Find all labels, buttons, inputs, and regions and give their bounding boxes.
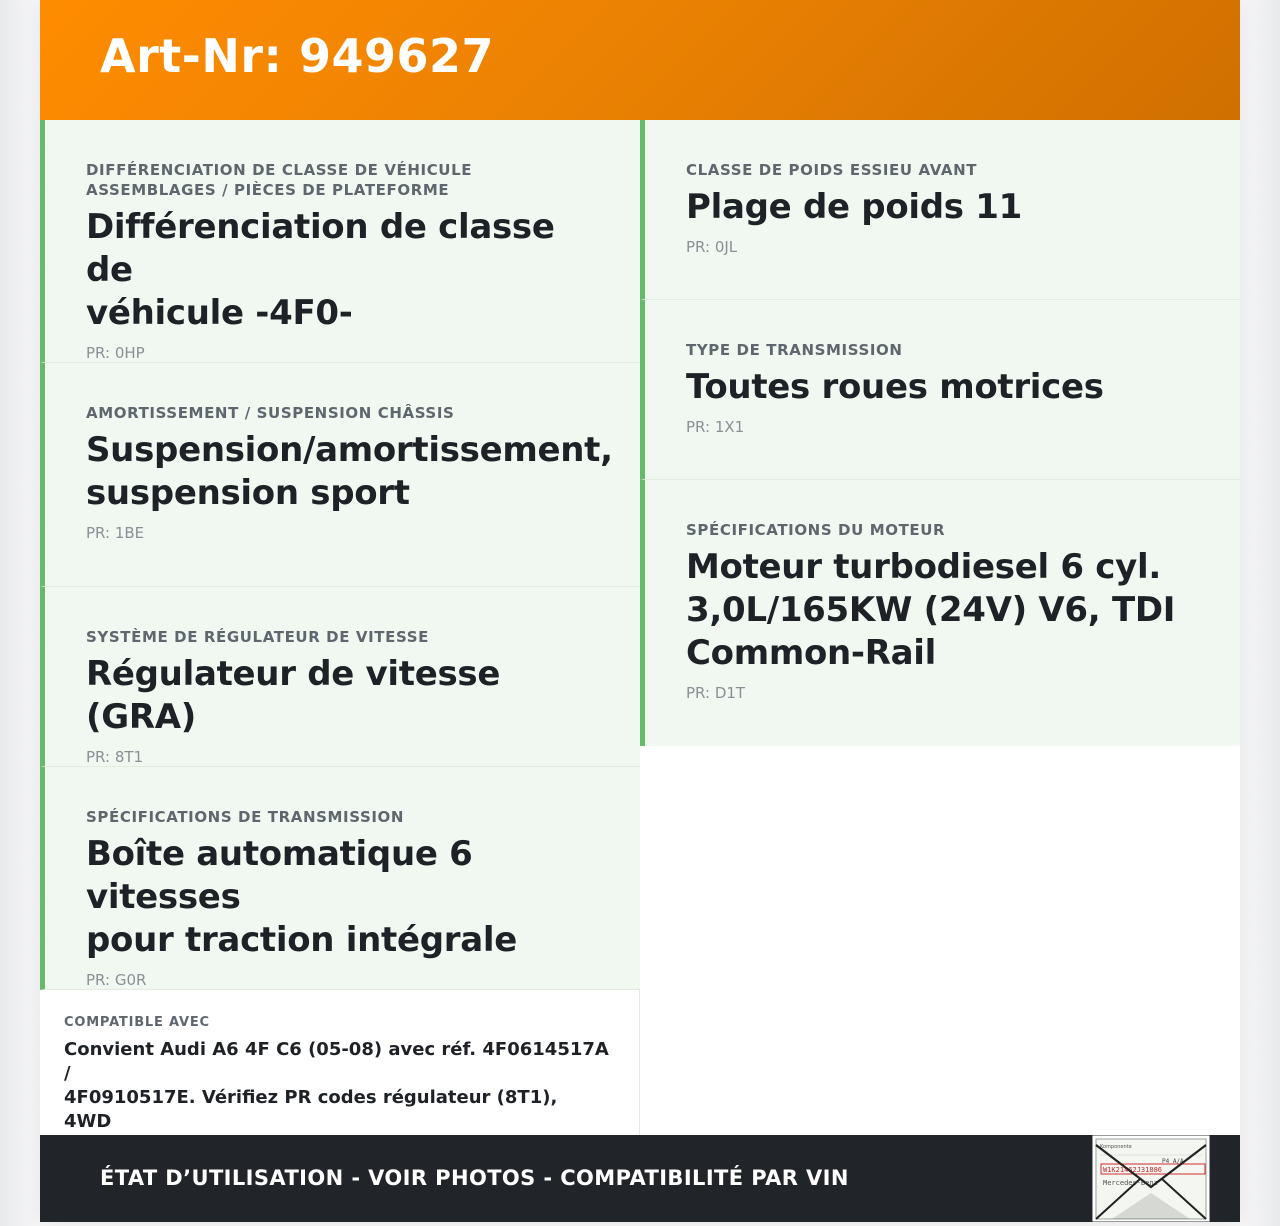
spec-value-line: Common-Rail	[686, 633, 936, 673]
spec-value	[86, 206, 600, 335]
spec-value	[86, 833, 600, 962]
spec-card-suspension	[40, 363, 640, 587]
thumb-mark-text: P4 A/A	[1162, 1158, 1184, 1165]
spec-category-line: SPÉCIFICATIONS DE TRANSMISSION	[86, 808, 405, 826]
spec-category	[686, 520, 1200, 540]
spec-pr-code: PR: 8T1	[86, 748, 144, 766]
spec-category-line: AMORTISSEMENT / SUSPENSION CHÂSSIS	[86, 404, 455, 422]
footer-condition-text: ÉTAT D’UTILISATION - VOIR PHOTOS - COMPATIBILITÉ PAR VIN	[100, 1166, 849, 1190]
spec-category	[86, 403, 600, 423]
spec-category-line: SPÉCIFICATIONS DU MOTEUR	[686, 521, 946, 539]
product-sheet	[40, 0, 1240, 1222]
spec-card-drive-type	[640, 300, 1240, 480]
compatibility-section	[40, 990, 640, 1135]
compatibility-label: COMPATIBLE AVEC	[64, 1015, 210, 1030]
spec-value-line: pour traction intégrale	[86, 920, 517, 960]
compatibility-text-line: Convient Audi A6 4F C6 (05-08) avec réf. 4F0614517A /	[64, 1039, 609, 1084]
spec-value	[686, 186, 1200, 229]
compatibility-text-line: 4F0910517E. Vérifiez PR codes régulateur (8T1), 4WD	[64, 1087, 558, 1132]
spec-pr-code: PR: G0R	[86, 971, 147, 989]
spec-card-front-axle-weight	[640, 120, 1240, 300]
spec-pr-code: PR: 0HP	[86, 344, 145, 362]
spec-category	[686, 160, 1200, 180]
spec-category-line: SYSTÈME DE RÉGULATEUR DE VITESSE	[86, 628, 429, 646]
spec-pr-code: PR: 1BE	[86, 524, 145, 542]
spec-value-line: Différenciation de classe de	[86, 207, 555, 290]
spec-value-line: suspension sport	[86, 473, 410, 513]
spec-card-engine	[640, 480, 1240, 746]
thumb-header-text: Komponente	[1100, 1144, 1132, 1150]
spec-category	[686, 340, 1200, 360]
spec-value-line: Suspension/amortissement,	[86, 430, 613, 470]
thumb-brand-text: Mercedes-Benz	[1103, 1179, 1158, 1187]
spec-value	[686, 366, 1200, 409]
spec-pr-code: PR: D1T	[686, 684, 746, 702]
label-photo-thumbnail[interactable]	[1092, 1135, 1210, 1222]
spec-value-line: véhicule -4F0-	[86, 293, 353, 333]
spec-category-line: CLASSE DE POIDS ESSIEU AVANT	[686, 161, 978, 179]
spec-category-line: DIFFÉRENCIATION DE CLASSE DE VÉHICULE	[86, 161, 473, 179]
article-number-title: Art-Nr: 949627	[100, 29, 495, 83]
spec-category	[86, 627, 600, 647]
spec-card-cruise-control	[40, 587, 640, 767]
spec-pr-code: PR: 0JL	[686, 238, 738, 256]
spec-category-line: ASSEMBLAGES / PIÈCES DE PLATEFORME	[86, 181, 450, 199]
label-photo-image	[1092, 1135, 1210, 1222]
spec-category	[86, 160, 600, 200]
spec-value-line: Moteur turbodiesel 6 cyl.	[686, 547, 1161, 587]
spec-value	[86, 653, 600, 739]
spec-pr-code: PR: 1X1	[686, 418, 745, 436]
spec-value	[86, 429, 613, 515]
spec-value-line: Plage de poids 11	[686, 187, 1022, 227]
header-bar	[40, 0, 1240, 120]
spec-category	[86, 807, 600, 827]
spec-card-transmission-spec	[40, 767, 640, 990]
spec-value-line: Toutes roues motrices	[686, 367, 1104, 407]
spec-value-line: Boîte automatique 6 vitesses	[86, 834, 473, 917]
spec-value	[686, 546, 1200, 675]
thumb-code-text: W1K21462J31886	[1103, 1166, 1163, 1174]
spec-category-line: TYPE DE TRANSMISSION	[686, 341, 903, 359]
spec-card-vehicle-class	[40, 120, 640, 363]
spec-value-line: 3,0L/165KW (24V) V6, TDI	[686, 590, 1176, 630]
footer-bar	[40, 1135, 1240, 1222]
spec-value-line: Régulateur de vitesse (GRA)	[86, 654, 501, 737]
